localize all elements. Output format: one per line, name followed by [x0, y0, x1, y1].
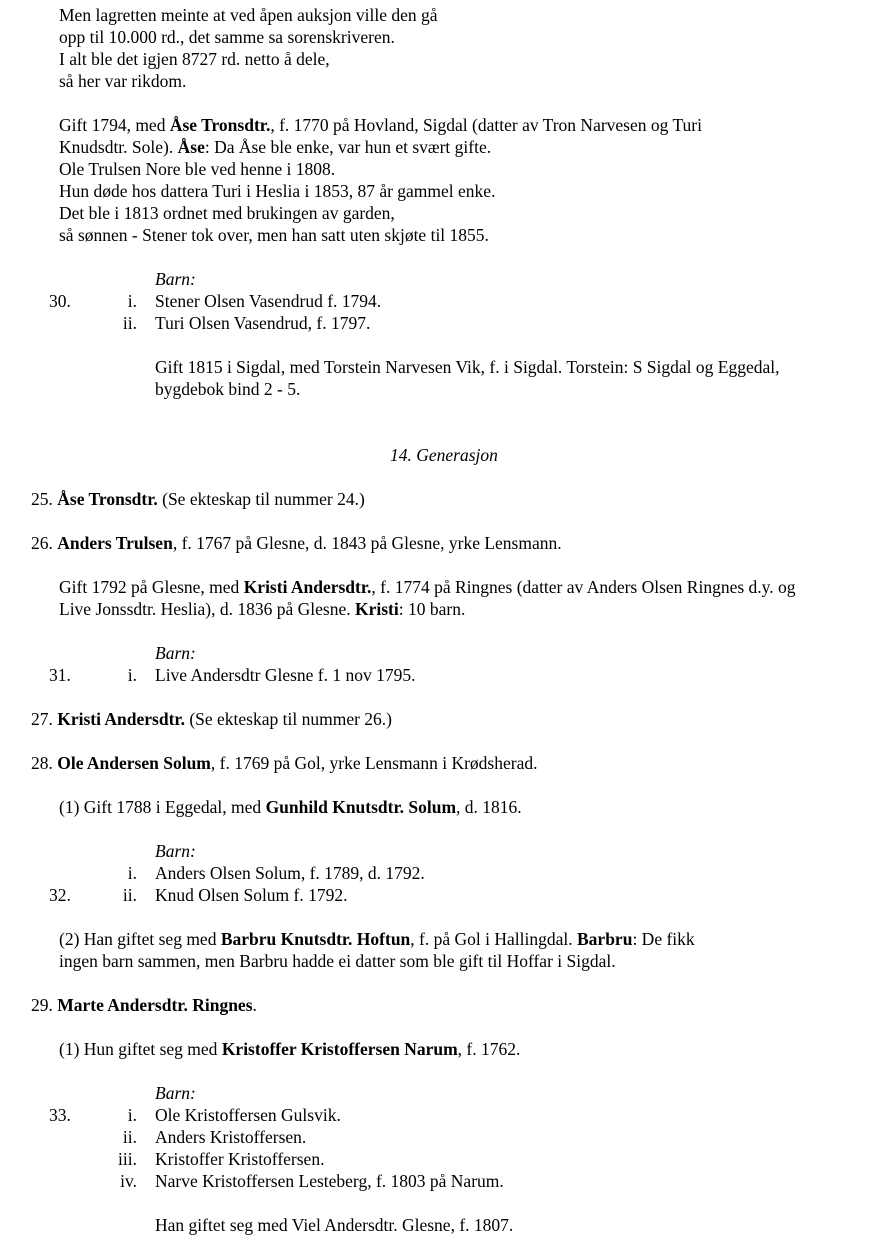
- person-entry: 28. Ole Andersen Solum, f. 1769 på Gol, yrke Lensmann i Krødsherad.: [31, 753, 538, 773]
- child-index: i.: [127, 863, 137, 883]
- marriage-line: (1) Gift 1788 i Eggedal, med Gunhild Knutsdtr. Solum, d. 1816.: [59, 797, 522, 817]
- child-entry: Anders Kristoffersen.: [155, 1127, 307, 1147]
- children-label: Barn:: [155, 841, 196, 861]
- child-entry: Turi Olsen Vasendrud, f. 1797.: [155, 313, 371, 333]
- child-entry: Anders Olsen Solum, f. 1789, d. 1792.: [155, 863, 425, 883]
- text-line: så her var rikdom.: [59, 71, 187, 91]
- child-index: ii.: [122, 1127, 137, 1147]
- marriage-line: (1) Hun giftet seg med Kristoffer Kristoffersen Narum, f. 1762.: [59, 1039, 521, 1059]
- person-name: Kristoffer Kristoffersen Narum: [221, 1039, 458, 1059]
- child-index: iii.: [118, 1149, 137, 1169]
- person-name: Anders Trulsen: [57, 533, 173, 553]
- person-entry: 29. Marte Andersdtr. Ringnes.: [31, 995, 257, 1015]
- text-line: Ole Trulsen Nore ble ved henne i 1808.: [59, 159, 336, 179]
- generation-heading: 14. Generasjon: [390, 445, 498, 465]
- child-entry: Ole Kristoffersen Gulsvik.: [155, 1105, 341, 1125]
- child-entry: Kristoffer Kristoffersen.: [155, 1149, 325, 1169]
- person-name: Marte Andersdtr. Ringnes: [57, 995, 253, 1015]
- child-entry: Knud Olsen Solum f. 1792.: [155, 885, 348, 905]
- children-label: Barn:: [155, 1083, 196, 1103]
- marriage-line: Gift 1794, med Åse Tronsdtr., f. 1770 på Hovland, Sigdal (datter av Tron Narvesen og Turi: [59, 115, 702, 135]
- text-line: Men lagretten meinte at ved åpen auksjon ville den gå: [59, 5, 438, 25]
- marriage-line: Gift 1792 på Glesne, med Kristi Andersdtr., f. 1774 på Ringnes (datter av Anders Olsen Ringnes d.y. og: [59, 577, 796, 597]
- person-name: Barbru: [577, 929, 633, 949]
- text-line: Det ble i 1813 ordnet med brukingen av garden,: [59, 203, 395, 223]
- child-entry: Narve Kristoffersen Lesteberg, f. 1803 på Narum.: [155, 1171, 504, 1191]
- person-name: Barbru Knutsdtr. Hoftun: [220, 929, 411, 949]
- person-name: Ole Andersen Solum: [57, 753, 211, 773]
- marriage-line: Knudsdtr. Sole). Åse: Da Åse ble enke, var hun et svært gifte.: [59, 137, 492, 157]
- marriage-line: Live Jonssdtr. Heslia), d. 1836 på Glesne. Kristi: 10 barn.: [59, 599, 466, 619]
- children-label: Barn:: [155, 643, 196, 663]
- marriage-line: (2) Han giftet seg med Barbru Knutsdtr. Hoftun, f. på Gol i Hallingdal. Barbru: De fikk: [59, 929, 695, 949]
- person-name: Kristi: [355, 599, 399, 619]
- person-name: Åse Tronsdtr.: [169, 115, 271, 135]
- child-index: i.: [127, 1105, 137, 1125]
- child-entry: Live Andersdtr Glesne f. 1 nov 1795.: [155, 665, 416, 685]
- text-line: ingen barn sammen, men Barbru hadde ei datter som ble gift til Hoffar i Sigdal.: [59, 951, 616, 971]
- child-entry: Stener Olsen Vasendrud f. 1794.: [155, 291, 382, 311]
- person-name: Gunhild Knutsdtr. Solum: [265, 797, 457, 817]
- person-entry: 25. Åse Tronsdtr. (Se ekteskap til nummer 24.): [31, 489, 365, 509]
- person-name: Åse: [177, 137, 205, 157]
- child-note: bygdebok bind 2 - 5.: [155, 379, 301, 399]
- person-name: Kristi Andersdtr.: [243, 577, 372, 597]
- person-name: Kristi Andersdtr.: [57, 709, 185, 729]
- child-index: iv.: [120, 1171, 137, 1191]
- person-entry: 27. Kristi Andersdtr. (Se ekteskap til nummer 26.): [31, 709, 392, 729]
- child-index: ii.: [122, 313, 137, 333]
- child-index: ii.: [122, 885, 137, 905]
- child-note: Han giftet seg med Viel Andersdtr. Glesne, f. 1807.: [155, 1215, 514, 1235]
- person-entry: 26. Anders Trulsen, f. 1767 på Glesne, d. 1843 på Glesne, yrke Lensmann.: [31, 533, 562, 553]
- text-line: Hun døde hos dattera Turi i Heslia i 1853, 87 år gammel enke.: [59, 181, 496, 201]
- child-index: i.: [127, 665, 137, 685]
- text-line: I alt ble det igjen 8727 rd. netto å dele,: [59, 49, 330, 69]
- child-number: 30.: [49, 291, 71, 311]
- child-number: 32.: [49, 885, 71, 905]
- child-index: i.: [127, 291, 137, 311]
- children-label: Barn:: [155, 269, 196, 289]
- child-number: 33.: [49, 1105, 71, 1125]
- child-note: Gift 1815 i Sigdal, med Torstein Narvesen Vik, f. i Sigdal. Torstein: S Sigdal og Eggedal,: [155, 357, 780, 377]
- text-line: opp til 10.000 rd., det samme sa sorenskriveren.: [59, 27, 395, 47]
- text-line: så sønnen - Stener tok over, men han satt uten skjøte til 1855.: [59, 225, 489, 245]
- child-number: 31.: [49, 665, 71, 685]
- person-name: Åse Tronsdtr.: [57, 489, 158, 509]
